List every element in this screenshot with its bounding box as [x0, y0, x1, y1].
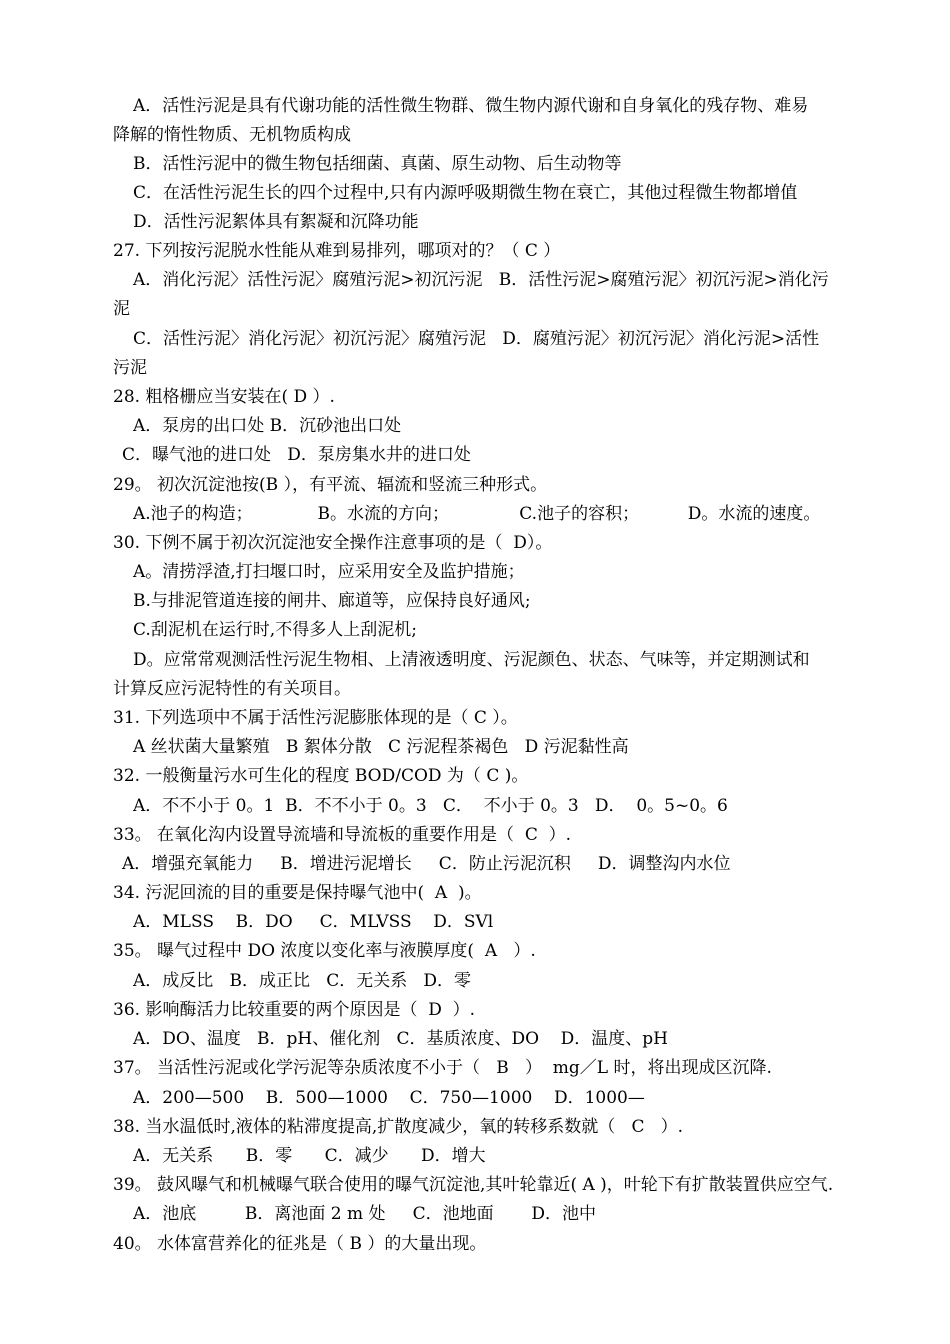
text-line: A．活性污泥是具有代谢功能的活性微生物群、微生物内源代谢和自身氧化的残存物、难易 — [133, 96, 809, 116]
text-line: D．活性污泥絮体具有絮凝和沉降功能 — [133, 212, 419, 232]
text-line: C．活性污泥〉消化污泥〉初沉污泥〉腐殖污泥 D．腐殖污泥〉初沉污泥〉消化污泥>活性 — [133, 329, 820, 349]
text-line: B．活性污泥中的微生物包括细菌、真菌、原生动物、后生动物等 — [133, 154, 622, 174]
question-27: 27. 下列按污泥脱水性能从难到易排列，哪项对的？（ C ） — [113, 241, 561, 261]
question-28: 28. 粗格栅应当安装在( D ）. — [113, 387, 335, 407]
text-line: A。清捞浮渣,打扫堰口时，应采用安全及监护措施； — [133, 562, 525, 582]
question-32: 32. 一般衡量污水可生化的程度 BOD/COD 为（ C )。 — [113, 766, 529, 786]
text-line: A．增强充氧能力 B．增进污泥增长 C．防止污泥沉积 D．调整沟内水位 — [122, 854, 731, 874]
question-30: 30. 下例不属于初次沉淀池安全操作注意事项的是（ D）。 — [113, 533, 553, 553]
text-line: 污泥 — [113, 358, 147, 378]
text-line: A 丝状菌大量繁殖 B 絮体分散 C 污泥程茶褐色 D 污泥黏性高 — [133, 737, 629, 757]
text-line: A．成反比 B．成正比 C．无关系 D．零 — [133, 971, 472, 991]
text-line: A．MLSS B．DO C．MLVSS D．SVl — [133, 912, 494, 932]
text-line: C．曝气池的进口处 D．泵房集水井的进口处 — [122, 445, 471, 465]
question-37: 37。 当活性污泥或化学污泥等杂质浓度不小于（ B ） mg／L 时，将出现成区沉降. — [113, 1058, 772, 1078]
text-line: A．池底 B．离池面 2 m 处 C．池地面 D．池中 — [133, 1204, 597, 1224]
text-line: A．200—500 B．500—1000 C．750—1000 D．1000— — [133, 1088, 645, 1108]
question-36: 36. 影响酶活力比较重要的两个原因是（ D ）. — [113, 1000, 476, 1020]
question-29: 29。 初次沉淀池按(B ），有平流、辐流和竖流三种形式。 — [113, 475, 548, 495]
question-40: 40。 水体富营养化的征兆是（ B ）的大量出现。 — [113, 1234, 487, 1254]
text-line: A．消化污泥〉活性污泥〉腐殖污泥>初沉污泥 B．活性污泥>腐殖污泥〉初沉污泥>消化污 — [133, 270, 829, 290]
text-line: 泥 — [113, 299, 130, 319]
text-line: A．DO、温度 B．pH、催化剂 C．基质浓度、DO D．温度、pH — [133, 1029, 668, 1049]
text-line: A．无关系 B．零 C．减少 D．增大 — [133, 1146, 486, 1166]
text-line: B.与排泥管道连接的闸井、廊道等，应保持良好通风; — [133, 591, 531, 611]
question-38: 38. 当水温低时,液体的粘滞度提高,扩散度减少，氧的转移系数就（ C ）. — [113, 1117, 684, 1137]
text-line: A．不不小于 0。1 B．不不小于 0。3 C． 不小于 0。3 D． 0。5~0。6 — [133, 796, 728, 816]
text-line: D。应常常观测活性污泥生物相、上清液透明度、污泥颜色、状态、气味等，并定期测试和 — [133, 650, 810, 670]
text-line: 计算反应污泥特性的有关项目。 — [113, 679, 351, 699]
text-line: A．泵房的出口处 B．沉砂池出口处 — [133, 416, 402, 436]
text-line: C.刮泥机在运行时,不得多人上刮泥机; — [133, 620, 417, 640]
question-33: 33。 在氧化沟内设置导流墙和导流板的重要作用是（ C ）. — [113, 825, 572, 845]
question-31: 31. 下列选项中不属于活性污泥膨胀体现的是（ C ）。 — [113, 708, 518, 728]
text-line: A.池子的构造； B。水流的方向； C.池子的容积； D。水流的速度。 — [133, 504, 821, 524]
question-34: 34. 污泥回流的目的重要是保持曝气池中( A )。 — [113, 883, 482, 903]
question-39: 39。 鼓风曝气和机械曝气联合使用的曝气沉淀池,其叶轮靠近( A )，叶轮下有扩散装置供应空气. — [113, 1175, 834, 1195]
text-line: C．在活性污泥生长的四个过程中,只有内源呼吸期微生物在衰亡，其他过程微生物都增值 — [133, 183, 798, 203]
text-line: 降解的惰性物质、无机物质构成 — [113, 125, 351, 145]
question-35: 35。 曝气过程中 DO 浓度以变化率与液膜厚度( A ）. — [113, 941, 536, 961]
